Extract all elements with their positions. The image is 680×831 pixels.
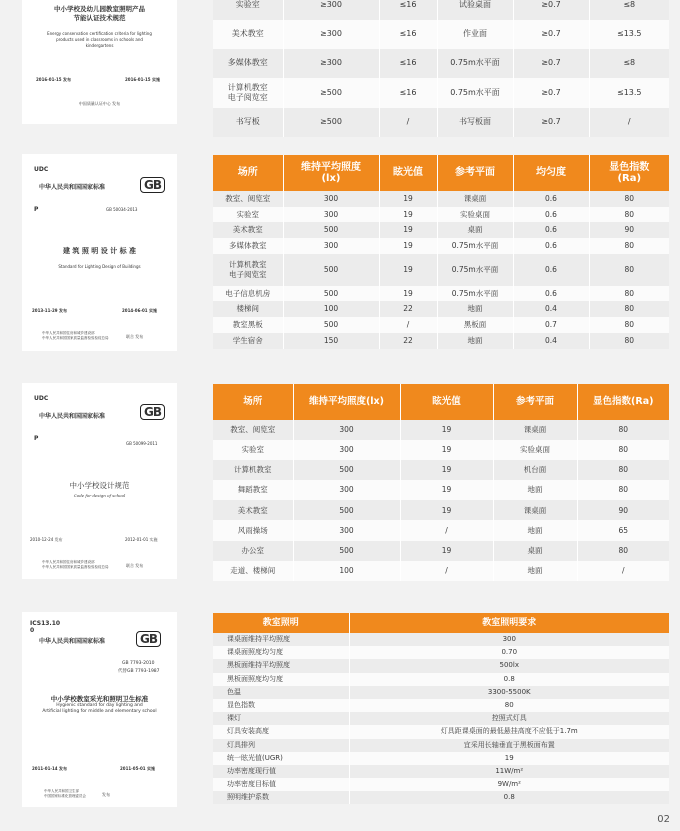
table-cell: 0.6 [513,286,589,302]
column-header: 眩光值 [400,384,493,420]
table-cell: 0.75m水平面 [437,238,513,254]
table-cell: 裸灯 [213,712,349,725]
table-cell: 电子信息机房 [213,286,283,302]
cover-energy-certification [22,0,177,124]
table-cell: 0.75m水平面 [437,78,513,108]
table-cell: 0.70 [349,646,669,659]
cover-publisher: 中国质量认证中心 发布 [78,101,121,106]
cover-code: GB 50034-2013 [106,207,138,212]
table-row [213,207,669,223]
table-cell: 课桌面 [437,191,513,207]
cover-code: GB 50099-2011 [126,441,158,446]
table-cell: 19 [400,420,493,440]
table-cell: 地面 [437,333,513,349]
table-cell: 500 [293,460,400,480]
table-row [213,420,669,440]
cover-en-line2: products used in classrooms in schools and [56,37,143,42]
cover-national-standard: 中华人民共和国国家标准 [39,184,106,191]
table-cell: ≥0.7 [513,0,589,20]
table-cell: 80 [589,333,669,349]
table-cell: 教室、阅览室 [213,191,283,207]
table-cell: ≥0.7 [513,49,589,78]
table-cell: 多媒体教室 [213,49,283,78]
table-cell: ≥0.7 [513,20,589,49]
table-row [213,222,669,238]
table-cell: 黑板面维持平均照度 [213,659,349,672]
table-row [213,752,669,765]
table-cell: 19 [379,222,437,238]
table-cell: ≤16 [379,0,437,20]
cover-title-line2: 节能认证技术规范 [73,14,126,22]
table-cell: 19 [379,238,437,254]
table-cell: 照明维护系数 [213,791,349,804]
cover-issue-date: 2011-01-14 发布 [32,766,67,771]
table-cell: 黑板面照度均匀度 [213,673,349,686]
table-cell: 500 [293,541,400,561]
table-cell: 课桌面照度均匀度 [213,646,349,659]
column-header: 参考平面 [437,155,513,191]
cover-en-line2: Artificial lighting for middle and elementary school [42,709,157,714]
table-cell: ≥300 [283,49,379,78]
table-cell: 桌面 [493,541,577,561]
table-cell: 实验室 [213,440,293,460]
table-cell: 500 [293,500,400,520]
cover-impl-date: 2011-05-01 实施 [120,766,155,771]
column-header: 显色指数(Ra) [577,384,669,420]
column-header: 教室照明要求 [349,613,669,633]
table-row [213,646,669,659]
table-cell: 0.6 [513,238,589,254]
table-cell: 功率密度现行值 [213,765,349,778]
table-cell: ≥500 [283,78,379,108]
table-cell: 3300-5500K [349,686,669,699]
table-cell: 500 [283,317,379,333]
table-cell: 功率密度目标值 [213,778,349,791]
cover-gb7793 [22,612,177,807]
cover-publisher-2: 中国国家标准化管理委员会 [44,794,86,798]
table-row [213,739,669,752]
table-cell: 300 [283,238,379,254]
table-cell: 80 [589,238,669,254]
table-cell: 19 [400,541,493,561]
table-cell: 计算机教室 电子阅览室 [213,78,283,108]
table-cell: 0.6 [513,207,589,223]
table-cell: 500 [283,222,379,238]
table-cell: 书写板 [213,108,283,137]
table-cell: ≤13.5 [589,78,669,108]
table-cell: 0.8 [349,673,669,686]
table-cell: 楼梯间 [213,301,283,317]
table-cell: ≥300 [283,0,379,20]
cover-ics: ICS13.10 [30,620,61,627]
table-cell: 0.7 [513,317,589,333]
table-row [213,333,669,349]
table-row [213,541,669,561]
table-cell: ≤8 [589,49,669,78]
table-cell: 0.75m水平面 [437,286,513,302]
table-row [213,0,669,20]
table-row [213,686,669,699]
table-row [213,460,669,480]
table-cell: 0.75m水平面 [437,49,513,78]
table-cell: 实验室 [213,0,283,20]
table-cell: 0.6 [513,222,589,238]
table-cell: 实验桌面 [493,440,577,460]
table-row [213,301,669,317]
table-cell: 0.6 [513,191,589,207]
table-cell: 风雨操场 [213,520,293,540]
cover-national-standard: 中华人民共和国国家标准 [39,638,106,645]
cover-en: Code for design of school [73,493,126,498]
table-cell: / [379,317,437,333]
column-header: 教室照明 [213,613,349,633]
table-cell: 舞蹈教室 [213,480,293,500]
table-cell: 80 [577,460,669,480]
table-cell: 19 [400,440,493,460]
table-cell: 300 [293,420,400,440]
column-header: 眩光值 [379,155,437,191]
table-row [213,78,669,108]
cover-publisher-1: 中华人民共和国卫生部 [44,789,79,793]
table-cell: 80 [577,541,669,561]
cover-issue-date: 2013-11-29 发布 [32,308,67,313]
gb-logo: GB [140,404,165,420]
table-row [213,712,669,725]
table-cell: 90 [577,500,669,520]
table-school-lighting-energy [213,0,669,137]
column-header: 场所 [213,384,293,420]
table-cell: ≥500 [283,108,379,137]
cover-joint: 联合 发布 [126,563,144,568]
table-cell: ≥300 [283,20,379,49]
cover-code: GB 7793-2010 [122,661,155,666]
table-cell: 150 [283,333,379,349]
table-cell: 0.6 [513,254,589,286]
table-cell: 书写板面 [437,108,513,137]
table-cell: 500lx [349,659,669,672]
table-row [213,765,669,778]
table-cell: 19 [379,254,437,286]
column-header: 均匀度 [513,155,589,191]
table-cell: 19 [349,752,669,765]
table-cell: 实验室 [213,207,283,223]
cover-ics-zero: 0 [30,627,35,634]
cover-title: 中小学校教室采光和照明卫生标准 [50,695,149,703]
table-cell: 65 [577,520,669,540]
gb-logo: GB [140,177,165,193]
cover-impl-date: 2014-06-01 实施 [122,308,157,313]
column-header: 显色指数 (Ra) [589,155,669,191]
table-cell: 控照式灯具 [349,712,669,725]
table-cell: / [379,108,437,137]
table-row [213,791,669,804]
table-cell: 美术教室 [213,222,283,238]
column-header: 参考平面 [493,384,577,420]
table-cell: 0.4 [513,301,589,317]
table-cell: ≥0.7 [513,108,589,137]
table-cell: 灯具排列 [213,739,349,752]
table-row [213,49,669,78]
table-cell: 显色指数 [213,699,349,712]
table-cell: 80 [589,191,669,207]
table-cell: 课桌面 [493,500,577,520]
cover-p: P [34,435,39,442]
cover-publisher-1: 中华人民共和国住房和城乡建设部 [42,560,95,564]
table-cell: 11W/m² [349,765,669,778]
table-cell: 80 [589,207,669,223]
table-cell: 80 [349,699,669,712]
table-cell: 试验桌面 [437,0,513,20]
table-cell: 实验桌面 [437,207,513,223]
cover-en-line1: Energy conservation certification criteria for lighting [47,31,152,36]
table-cell: 课桌面维持平均照度 [213,633,349,646]
cover-national-standard: 中华人民共和国国家标准 [39,413,106,420]
table-cell: 300 [283,191,379,207]
table-cell: 办公室 [213,541,293,561]
table-cell: 90 [589,222,669,238]
table-cell: 计算机教室 电子阅览室 [213,254,283,286]
cover-title: 建 筑 照 明 设 计 标 准 [62,247,137,255]
table-cell: 机台面 [493,460,577,480]
table-cell: 走道、楼梯间 [213,561,293,581]
table-cell: 灯具安装高度 [213,725,349,738]
table-cell: 100 [283,301,379,317]
column-header: 维持平均照度(lx) [293,384,400,420]
table-cell: 作业面 [437,20,513,49]
cover-p: P [34,206,39,213]
column-header: 维持平均照度 (lx) [283,155,379,191]
table-cell: 500 [283,254,379,286]
table-cell: 300 [283,207,379,223]
table-cell: ≤8 [589,0,669,20]
table-row [213,520,669,540]
table-cell: 学生宿舍 [213,333,283,349]
cover-en-line3: kindergartens [85,43,114,48]
table-cell: 19 [400,500,493,520]
cover-impl-date: 2012-01-01 实施 [125,537,158,542]
table-cell: 0.8 [349,791,669,804]
cover-issue-date: 2016-01-15 发布 [36,77,71,82]
table-row [213,317,669,333]
table-cell: 500 [283,286,379,302]
table-row [213,561,669,581]
cover-joint: 发布 [102,792,110,797]
table-cell: 300 [349,633,669,646]
table-gb50034-lighting [213,155,669,349]
table-cell: 80 [589,301,669,317]
table-row [213,480,669,500]
table-cell: 80 [589,286,669,302]
cover-replace: 代替GB 7793-1987 [118,669,160,674]
cover-title-line1: 中小学校及幼儿园教室照明产品 [54,5,145,13]
cover-joint: 联合 发布 [126,334,144,339]
table-cell: 计算机教室 [213,460,293,480]
cover-publisher-2: 中华人民共和国国家质量监督检验检疫总局 [42,336,109,340]
table-cell: 80 [589,254,669,286]
table-cell: 19 [379,207,437,223]
cover-title: 中小学校设计规范 [69,481,130,490]
table-cell: 80 [577,480,669,500]
table-cell: / [400,520,493,540]
table-row [213,500,669,520]
column-header: 场所 [213,155,283,191]
table-cell: 300 [293,480,400,500]
table-cell: 黑板面 [437,317,513,333]
table-gb7793-requirements [213,613,669,804]
page-number: 02 [657,814,670,825]
cover-udc: UDC [34,395,49,402]
table-cell: 80 [577,440,669,460]
table-gb50099-lighting [213,384,669,581]
table-row [213,20,669,49]
table-cell: 地面 [493,561,577,581]
table-cell: 地面 [493,480,577,500]
table-row [213,659,669,672]
cover-en: Standard for Lighting Design of Buildings [58,264,141,269]
table-cell: 桌面 [437,222,513,238]
table-cell: / [400,561,493,581]
cover-publisher-2: 中华人民共和国国家质量监督检验检疫总局 [42,565,109,569]
table-row [213,286,669,302]
table-cell: 教室、阅览室 [213,420,293,440]
table-row [213,238,669,254]
table-row [213,778,669,791]
table-row [213,440,669,460]
table-cell: 地面 [437,301,513,317]
cover-gb50099 [22,383,177,579]
table-cell: 统一眩光值(UGR) [213,752,349,765]
table-cell: ≤16 [379,78,437,108]
cover-issue-date: 2010-12-24 发布 [30,537,63,542]
table-cell: 80 [589,317,669,333]
table-row [213,673,669,686]
table-cell: ≤16 [379,20,437,49]
table-cell: 宜采用长轴垂直于黑板面布置 [349,739,669,752]
table-row [213,725,669,738]
table-cell: 教室黑板 [213,317,283,333]
table-cell: 0.75m水平面 [437,254,513,286]
gb-logo: GB [136,631,161,647]
table-cell: ≥0.7 [513,78,589,108]
table-cell: 灯具距课桌面的最低悬挂高度不应低于1.7m [349,725,669,738]
table-cell: 300 [293,520,400,540]
cover-gb50034 [22,154,177,351]
cover-en-line1: Hygienic standard for day lighting and [56,703,143,708]
table-row [213,633,669,646]
table-row [213,108,669,137]
table-cell: 19 [379,191,437,207]
table-cell: 多媒体教室 [213,238,283,254]
table-cell: 9W/m² [349,778,669,791]
table-cell: 19 [379,286,437,302]
table-cell: 19 [400,460,493,480]
table-cell: 22 [379,301,437,317]
table-cell: / [589,108,669,137]
table-cell: 色温 [213,686,349,699]
table-cell: 80 [577,420,669,440]
table-row [213,699,669,712]
table-cell: ≤16 [379,49,437,78]
table-cell: 100 [293,561,400,581]
cover-impl-date: 2016-01-15 实施 [125,77,160,82]
table-cell: 美术教室 [213,20,283,49]
table-cell: ≤13.5 [589,20,669,49]
table-cell: 19 [400,480,493,500]
table-row [213,254,669,286]
table-cell: 课桌面 [493,420,577,440]
table-row [213,191,669,207]
table-cell: / [577,561,669,581]
table-cell: 22 [379,333,437,349]
cover-publisher-1: 中华人民共和国住房和城乡建设部 [42,331,95,335]
cover-udc: UDC [34,166,49,173]
table-cell: 美术教室 [213,500,293,520]
table-cell: 地面 [493,520,577,540]
table-cell: 300 [293,440,400,460]
table-cell: 0.4 [513,333,589,349]
